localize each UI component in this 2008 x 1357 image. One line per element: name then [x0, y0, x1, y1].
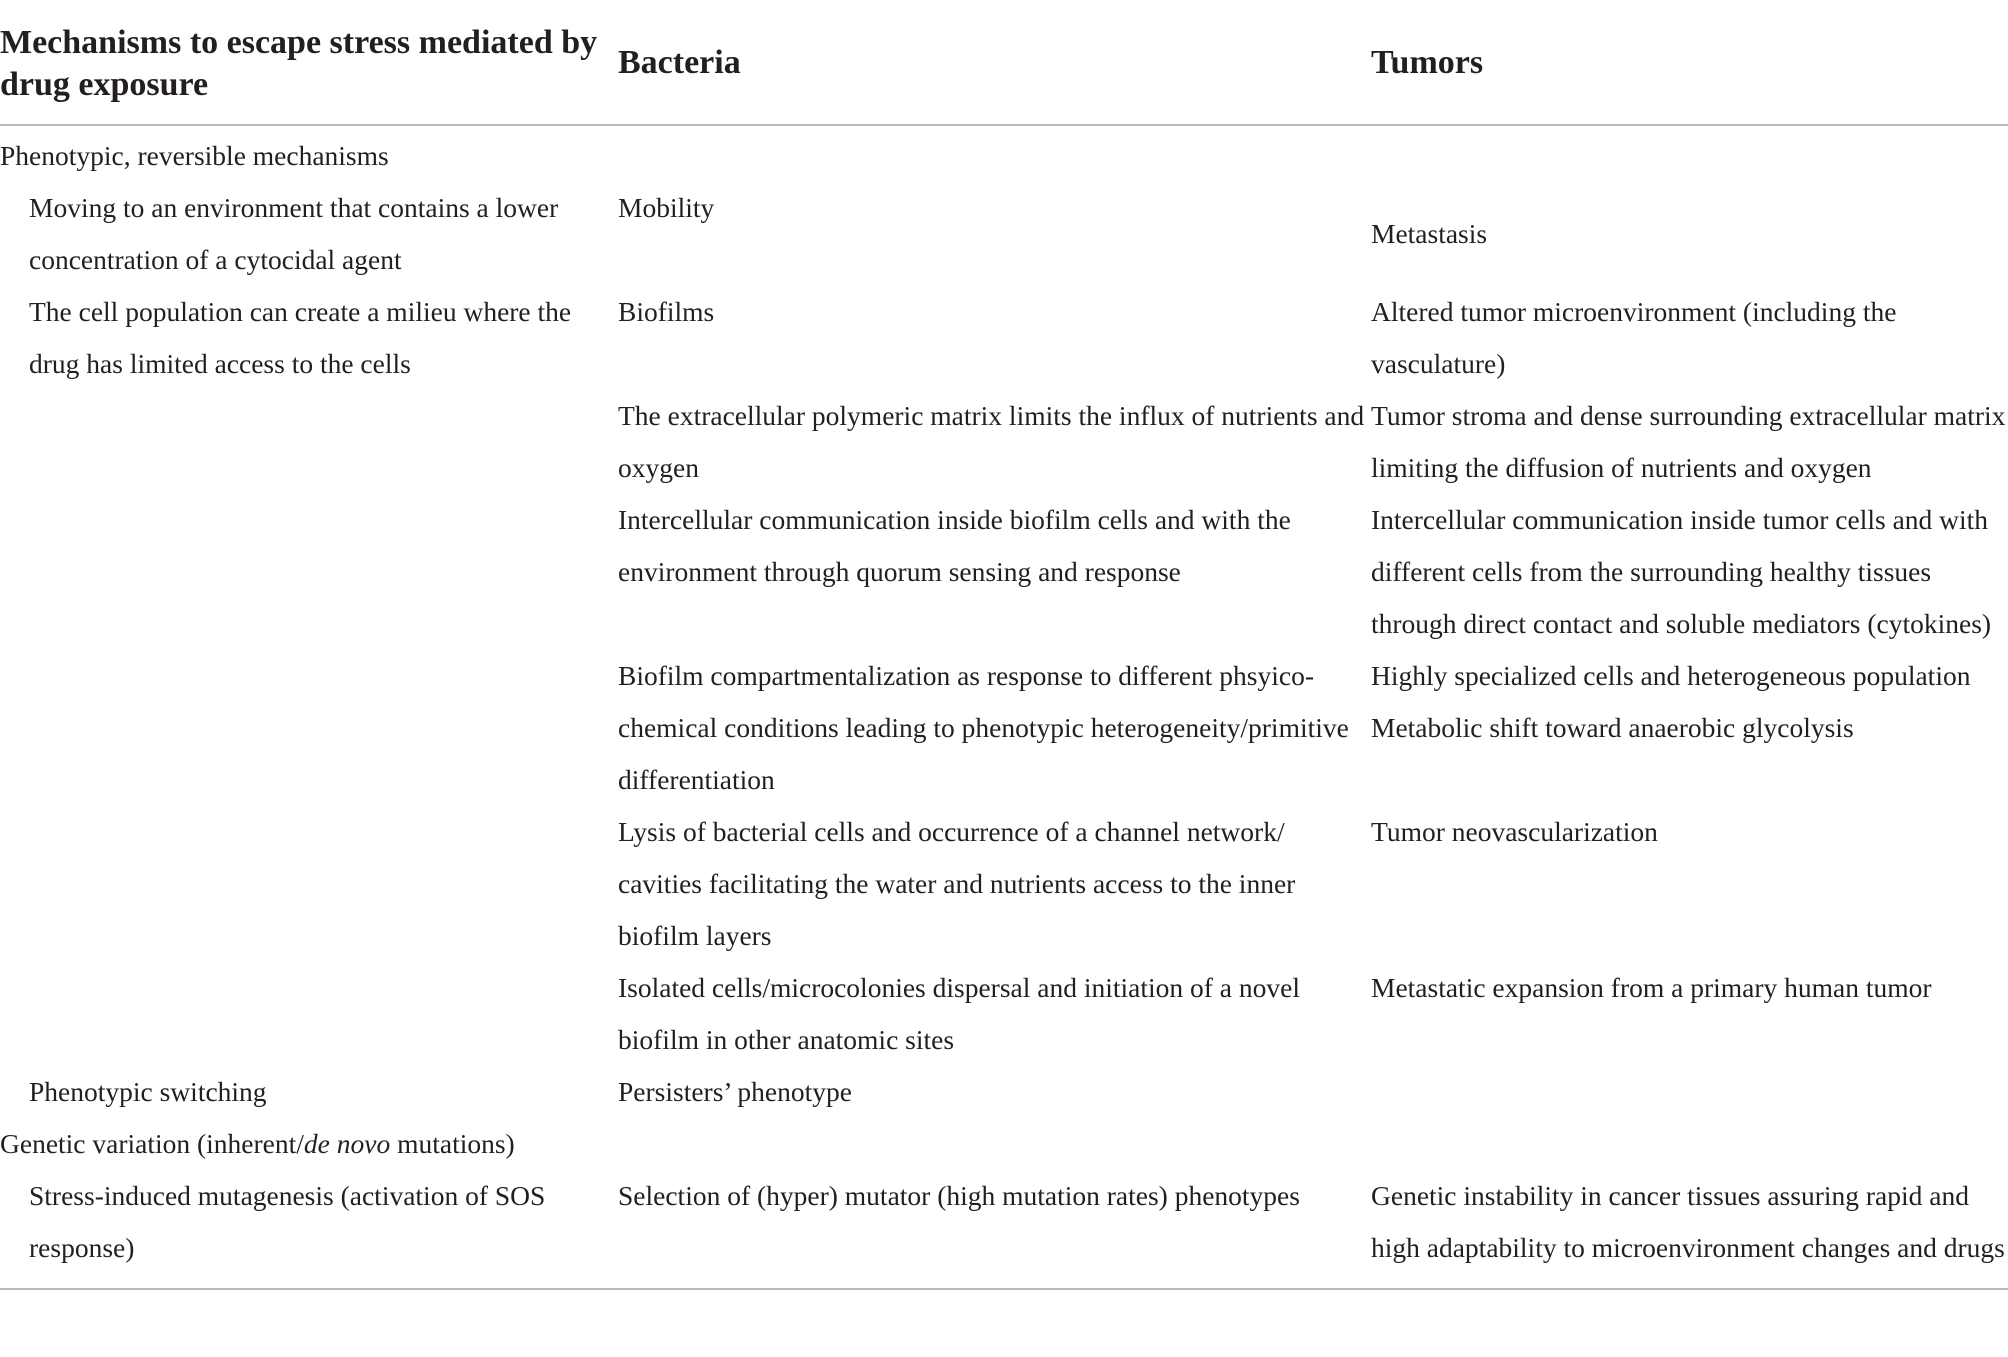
- tumors-cell: Genetic instability in cancer tissues assuring rapid and high adaptability to microenvironment changes and drugs: [1371, 1170, 2008, 1289]
- table-row: [0, 494, 2008, 650]
- bacteria-cell: Mobility: [618, 192, 715, 223]
- table-row: [0, 390, 2008, 494]
- mechanism-cell: The cell population can create a milieu where the drug has limited access to the cells: [29, 296, 572, 379]
- bacteria-cell: Lysis of bacterial cells and occurrence of a channel network/ cavities facilitating the water and nutrients access to the inner biofilm layers: [618, 816, 1296, 951]
- tumors-cell: Metastatic expansion from a primary human tumor: [1371, 972, 1932, 1003]
- mechanism-cell: Phenotypic switching: [29, 1076, 267, 1107]
- tumors-cell: Metastasis: [1371, 218, 1488, 249]
- mechanism-cell-empty: [0, 650, 618, 806]
- table-row: [0, 1170, 2008, 1289]
- tumors-cell: Tumor neovascularization: [1371, 816, 1658, 847]
- bacteria-cell: The extracellular polymeric matrix limits the influx of nutrients and oxygen: [618, 400, 1365, 483]
- header-bacteria: Bacteria: [618, 16, 1371, 125]
- section-label-genetic: [0, 1118, 2008, 1170]
- section-genetic-prefix: Genetic variation (inherent/: [0, 1128, 304, 1159]
- section-row-phenotypic: [0, 125, 2008, 182]
- header-row: [0, 16, 2008, 125]
- header-tumors: Tumors: [1371, 16, 2008, 125]
- bacteria-cell: Persisters’ phenotype: [618, 1076, 852, 1107]
- tumors-cell-empty: [1371, 1066, 2008, 1118]
- section-genetic-suffix: mutations): [390, 1128, 515, 1159]
- tumors-line-a: Highly specialized cells and heterogeneous population: [1371, 660, 1971, 691]
- table-row: [0, 806, 2008, 962]
- tumors-cell: Altered tumor microenvironment (including the vasculature): [1371, 296, 1897, 379]
- section-row-genetic: [0, 1118, 2008, 1170]
- tumors-cell: Intercellular communication inside tumor cells and with different cells from the surrounding healthy tissues through direct contact and soluble mediators (cytokines): [1371, 504, 1992, 639]
- mechanism-cell-empty: [0, 390, 618, 494]
- section-label-phenotypic: Phenotypic, reversible mechanisms: [0, 140, 389, 171]
- bacteria-cell: Selection of (hyper) mutator (high mutation rates) phenotypes: [618, 1170, 1371, 1289]
- bacteria-cell: Biofilms: [618, 296, 715, 327]
- tumors-cell: [1371, 650, 2008, 806]
- table-row: [0, 1066, 2008, 1118]
- mechanism-cell-empty: [0, 806, 618, 962]
- mechanism-cell-empty: [0, 494, 618, 650]
- bacteria-cell: Intercellular communication inside biofilm cells and with the environment through quorum sensing and response: [618, 504, 1291, 587]
- mechanism-cell: Moving to an environment that contains a lower concentration of a cytocidal agent: [29, 192, 559, 275]
- comparison-table: [0, 16, 2008, 1290]
- table-row: [0, 650, 2008, 806]
- table-row: [0, 286, 2008, 390]
- mechanism-cell: Stress-induced mutagenesis (activation of SOS response): [0, 1170, 618, 1289]
- section-genetic-italic: de novo: [303, 1128, 391, 1159]
- bacteria-cell: Biofilm compartmentalization as response to different phsyico-chemical conditions leading to phenotypic heterogeneity/primitive differentiation: [618, 660, 1349, 795]
- bacteria-cell: Isolated cells/microcolonies dispersal and initiation of a novel biofilm in other anatomic sites: [618, 972, 1300, 1055]
- header-mechanisms: Mechanisms to escape stress mediated by drug exposure: [0, 16, 618, 125]
- mechanism-cell-empty: [0, 962, 618, 1066]
- table-row: [0, 962, 2008, 1066]
- table-row: [0, 182, 2008, 286]
- tumors-line-b: Metabolic shift toward anaerobic glycolysis: [1371, 712, 1854, 743]
- tumors-cell: Tumor stroma and dense surrounding extracellular matrix limiting the diffusion of nutrients and oxygen: [1371, 400, 2006, 483]
